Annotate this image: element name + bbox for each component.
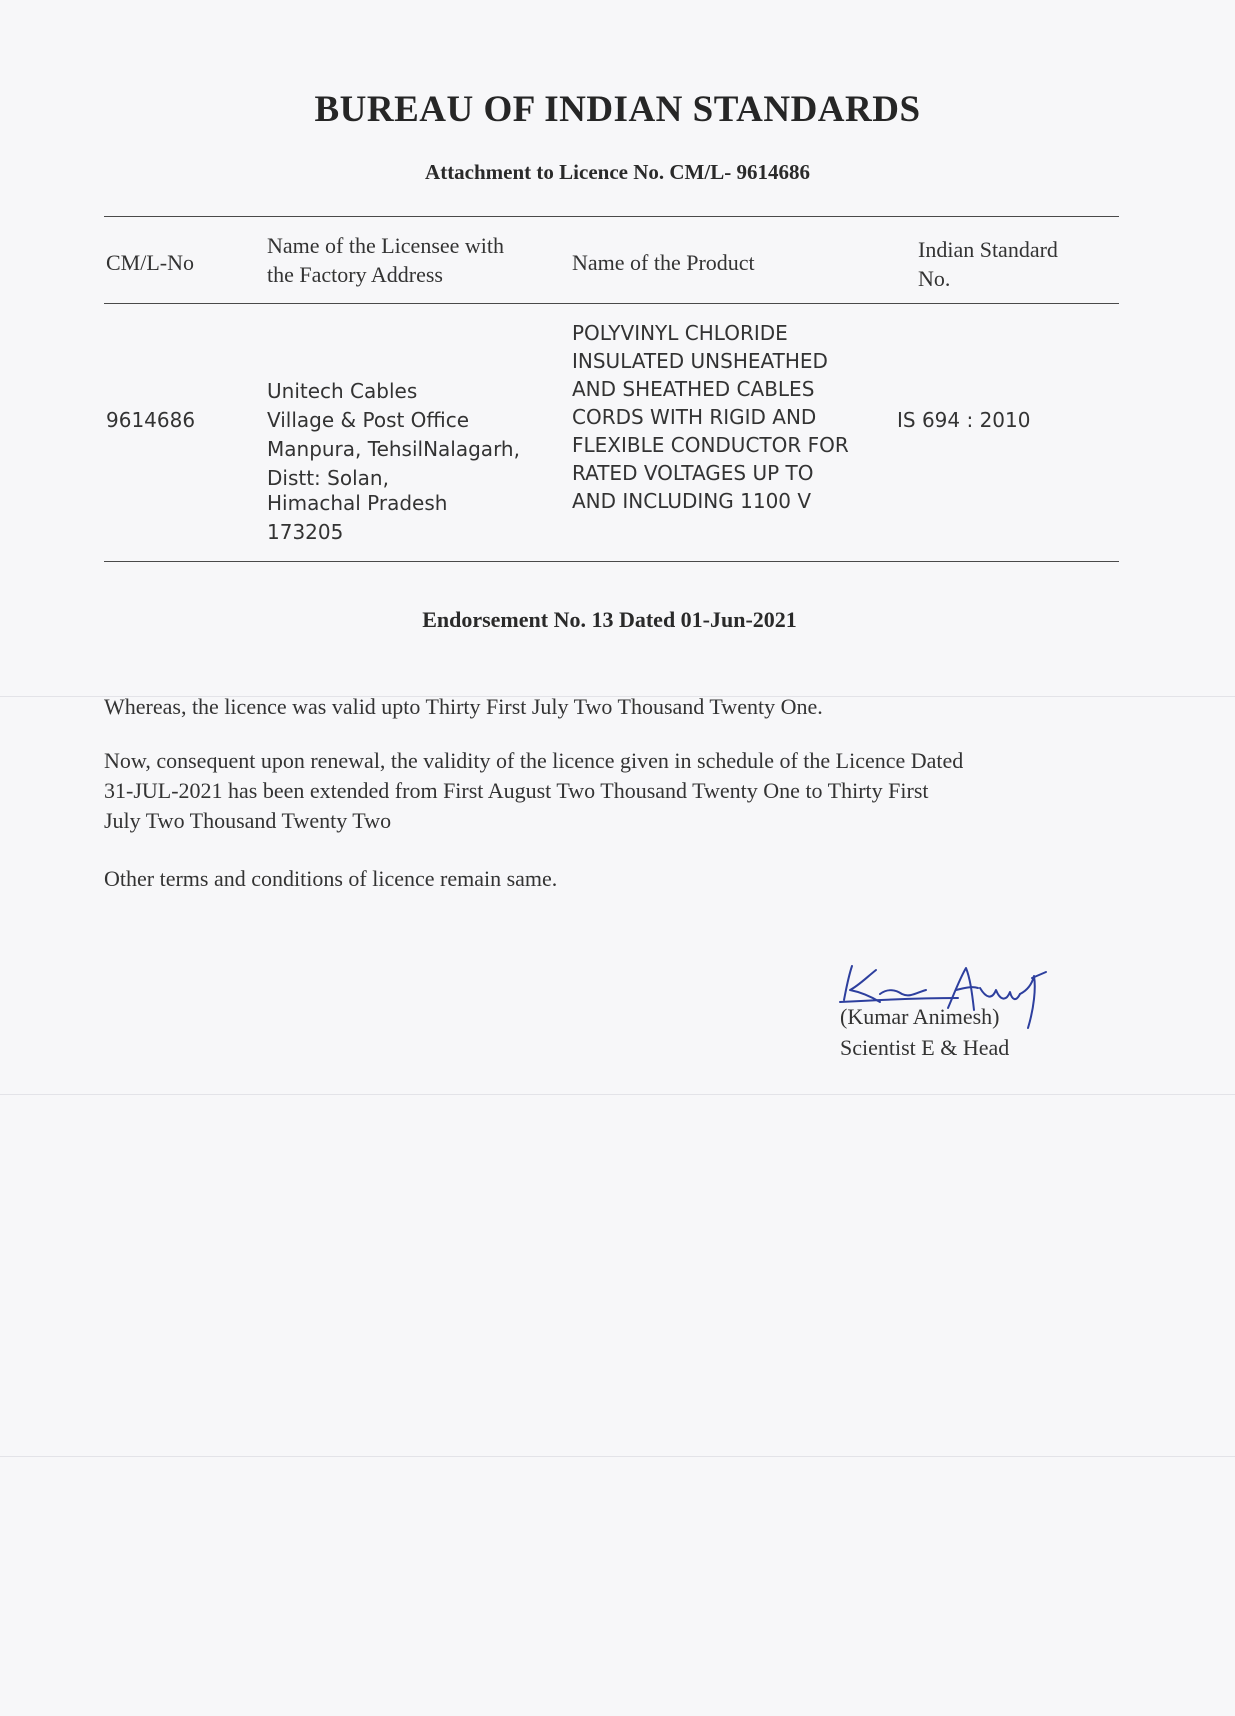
cell-product-name: POLYVINYL CHLORIDE INSULATED UNSHEATHED AND SHEATHED CABLES CORDS WITH RIGID AND FLEXIBLE CONDUCTOR FOR RATED VOLTAGES UP TO AND INCLUDING 1100 V (572, 321, 849, 513)
paragraph-validity-previous: Whereas, the licence was valid upto Thirty First July Two Thousand Twenty One. (104, 694, 823, 719)
paragraph-line: 31-JUL-2021 has been extended from First August Two Thousand Twenty One to Thirty First (104, 778, 929, 803)
table-header-rule (104, 303, 1119, 304)
column-header-product: Name of the Product (572, 250, 755, 275)
licensee-name: Unitech Cables (267, 379, 418, 403)
signatory-name: (Kumar Animesh) (840, 1004, 1000, 1029)
paragraph-line: Now, consequent upon renewal, the validity of the licence given in schedule of the Licence Dated (104, 748, 964, 773)
table-bottom-rule (104, 561, 1119, 562)
document-subtitle: Attachment to Licence No. CM/L- 9614686 (425, 160, 810, 184)
table-top-rule (104, 216, 1119, 217)
column-header-licensee: Name of the Licensee with the Factory Address (267, 233, 505, 287)
address-line: Village & Post Office (267, 408, 470, 432)
cell-cml-no: 9614686 (106, 408, 196, 432)
paragraph-other-terms: Other terms and conditions of licence remain same. (104, 866, 558, 891)
paper-fold-line (0, 1094, 1235, 1095)
column-header-cml-no: CM/L-No (106, 250, 194, 275)
address-pincode: 173205 (267, 520, 344, 544)
address-line: Distt: Solan, (267, 466, 389, 490)
column-header-standard: Indian Standard No. (918, 237, 1058, 291)
paper-fold-line (0, 1456, 1235, 1457)
address-line: Himachal Pradesh (267, 491, 448, 515)
address-line: Manpura, TehsilNalagarh, (267, 437, 520, 461)
signatory-designation: Scientist E & Head (840, 1035, 1010, 1060)
cell-standard-no: IS 694 : 2010 (897, 408, 1031, 432)
paragraph-line: July Two Thousand Twenty Two (104, 808, 392, 833)
document-title: BUREAU OF INDIAN STANDARDS (314, 89, 921, 130)
endorsement-heading: Endorsement No. 13 Dated 01-Jun-2021 (422, 607, 797, 632)
